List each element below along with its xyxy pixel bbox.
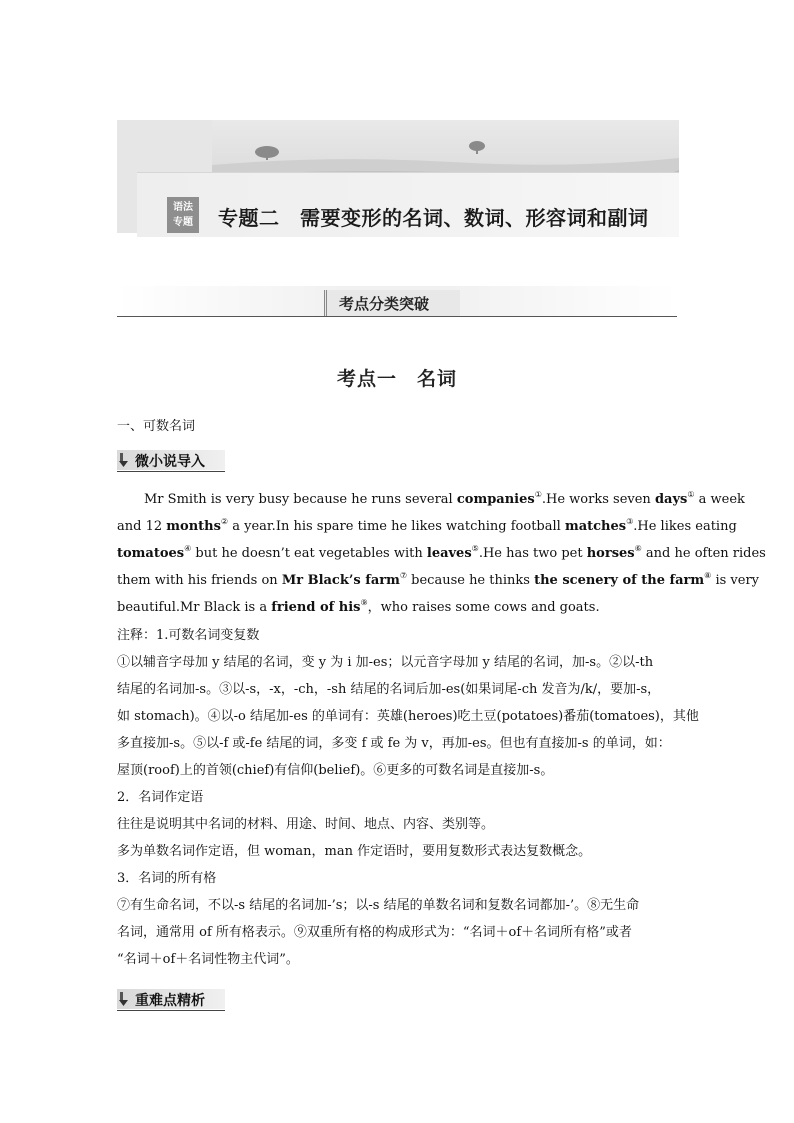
keyword: friend of his (271, 600, 361, 615)
keyword: tomatoes (117, 546, 185, 561)
pointer-icon (119, 453, 129, 467)
grammar-topic-badge (167, 197, 199, 233)
note-line: 3．名词的所有格 (117, 871, 217, 886)
note-line: 多为单数名词作定语，但 woman，man 作定语时，要用复数形式表达复数概念。 (117, 844, 592, 859)
tag-underline (117, 471, 225, 472)
note-line: “名词＋of＋名词性物主代词”。 (117, 952, 299, 967)
note-line: 多直接加-s。⑤以-f 或-fe 结尾的词，多变 f 或 fe 为 v，再加-es。但也有直接加-s 的单词，如： (117, 736, 671, 751)
text: a year.In his spare time he likes watching football (228, 519, 565, 534)
notes-block (117, 622, 699, 973)
keyword: months (166, 519, 221, 534)
tag-key-analysis (117, 989, 225, 1011)
marker: ③ (626, 517, 634, 526)
text: .He works seven (541, 492, 655, 507)
tag-label: 重难点精析 (135, 993, 205, 1009)
marker: ⑤ (471, 544, 479, 553)
keyword: companies (456, 492, 535, 507)
note-line: 注释：1.可数名词变复数 (117, 628, 260, 643)
story-line (117, 513, 737, 540)
note-line: 结尾的名词加-s。③以-s，-x，-ch，-sh 结尾的名词后加-es(如果词尾-ch 发音为/k/，要加-s， (117, 682, 661, 697)
keyword: matches (564, 519, 627, 534)
note-line: 名词，通常用 of 所有格表示。⑨双重所有格的构成形式为：“名词＋of＋名词所有格”或者 (117, 925, 632, 940)
text: them with his friends on (117, 573, 282, 588)
note-line: 屋顶(roof)上的首领(chief)有信仰(belief)。⑥更多的可数名词是直接加-s。 (117, 763, 554, 778)
marker: ② (220, 517, 229, 526)
note-line: ⑦有生命名词，不以-s 结尾的名词加-’s；以-s 结尾的单数名词和复数名词都加-’。⑧无生命 (117, 898, 640, 913)
heading-countable-nouns: 一、可数名词 (117, 419, 196, 434)
text: and he often rides (641, 546, 766, 561)
marker: ⑥ (634, 544, 642, 553)
section-header-rule (117, 316, 677, 317)
note-line: ①以辅音字母加 y 结尾的名词，变 y 为 i 加-es；以元音字母加 y 结尾的名词，加-s。②以-th (117, 655, 654, 670)
story-line (117, 567, 760, 594)
keyword: horses (586, 546, 635, 561)
tag-underline (117, 1010, 225, 1011)
text: .He has two pet (478, 546, 587, 561)
section-header-label: 考点分类突破 (339, 295, 430, 313)
note-line: 2．名词作定语 (117, 790, 204, 805)
text: because he thinks (407, 573, 535, 588)
text: beautiful.Mr Black is a (117, 600, 272, 615)
text: ，who raises some cows and goats. (367, 600, 600, 615)
note-line: 往往是说明其中名词的材料、用途、时间、地点、内容、类别等。 (117, 817, 495, 832)
topic-banner (117, 120, 679, 260)
text: .He likes eating (633, 519, 737, 534)
tag-micro-story (117, 450, 225, 472)
text: and 12 (117, 519, 167, 534)
text: but he doesn’t eat vegetables with (191, 546, 427, 561)
marker: ⑨ (360, 598, 368, 607)
story-line (117, 540, 766, 567)
note-line: 如 stomach)。④以-o 结尾加-es 的单词有：英雄(heroes)吃土豆(potatoes)番茄(tomatoes)，其他 (117, 709, 699, 724)
pointer-icon (119, 992, 129, 1006)
marker: ⑧ (704, 571, 712, 580)
keyword: Mr Black’s farm (281, 573, 400, 588)
badge-line-2: 专题 (173, 217, 193, 228)
section-header (117, 286, 677, 326)
banner-title: 专题二 需要变形的名词、数词、形容词和副词 (218, 206, 649, 230)
text: is very (711, 573, 760, 588)
keyword: the scenery of the farm (534, 573, 705, 588)
badge-line-1: 语法 (173, 202, 193, 213)
marker: ① (687, 490, 695, 499)
marker: ④ (184, 544, 192, 553)
story-line (117, 594, 677, 621)
keyword: leaves (426, 546, 472, 561)
story-paragraph (117, 486, 766, 621)
text: a week (694, 492, 745, 507)
story-line (117, 486, 745, 513)
kaodian-title: 考点一 名词 (336, 368, 457, 390)
keyword: days (654, 492, 688, 507)
marker: ⑦ (399, 571, 408, 580)
marker: ① (534, 490, 542, 499)
text: Mr Smith is very busy because he runs several (144, 492, 457, 507)
tag-label: 微小说导入 (135, 454, 205, 470)
